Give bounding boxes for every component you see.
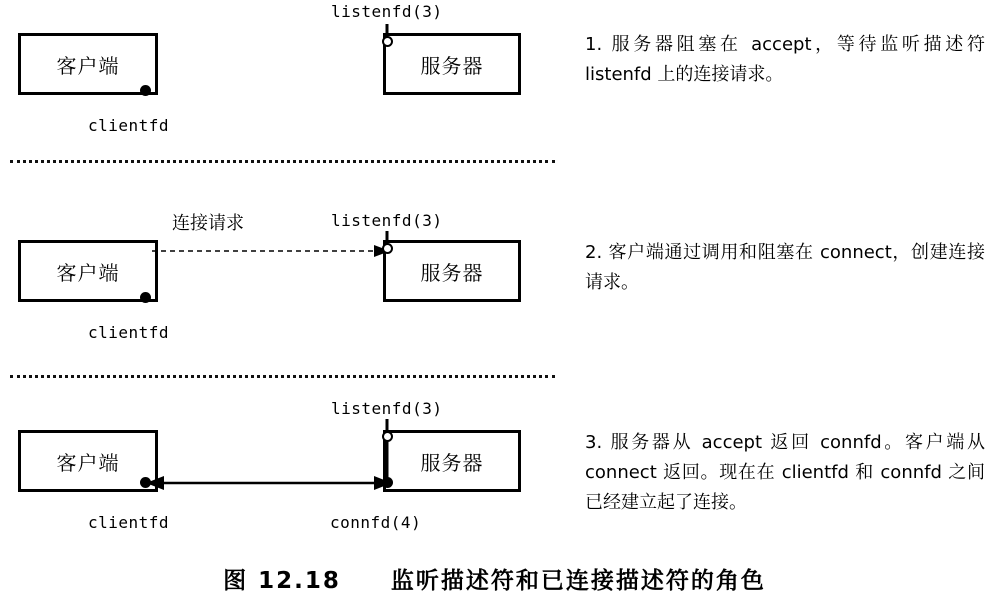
server-box-2 xyxy=(383,240,521,302)
client-box-label-3: 客户端 xyxy=(56,450,120,475)
server-box-3 xyxy=(383,430,521,492)
figure-caption xyxy=(0,562,989,595)
server-box-label-3: 服务器 xyxy=(420,450,484,475)
connfd-endpoint-dot-3 xyxy=(382,477,393,488)
listenfd-endpoint-circle-2 xyxy=(382,243,393,254)
client-box-1 xyxy=(18,33,158,95)
clientfd-label-1: clientfd xyxy=(88,116,170,135)
figure-caption-text: 监听描述符和已连接描述符的角色 xyxy=(390,568,766,594)
client-box-label-1: 客户端 xyxy=(56,53,120,78)
note-step-2: 2. 客户端通过调用和阻塞在 connect，创建连接请求。 xyxy=(585,242,985,293)
client-box-2 xyxy=(18,240,158,302)
clientfd-endpoint-dot-3 xyxy=(140,477,151,488)
note-step-1: 1. 服务器阻塞在 accept，等待监听描述符 listenfd 上的连接请求。 xyxy=(585,34,985,85)
listenfd-endpoint-circle-1 xyxy=(382,36,393,47)
panel-separator-1 xyxy=(10,160,555,163)
figure-caption-number: 图 12.18 xyxy=(223,568,341,594)
server-box-label-1: 服务器 xyxy=(420,53,484,78)
clientfd-label-3: clientfd xyxy=(88,513,170,532)
listenfd-endpoint-circle-3 xyxy=(382,431,393,442)
clientfd-endpoint-dot-1 xyxy=(140,85,151,96)
connfd-label-3: connfd(4) xyxy=(330,513,422,532)
listenfd-label-1: listenfd(3) xyxy=(331,2,443,21)
clientfd-label-2: clientfd xyxy=(88,323,170,342)
client-box-3 xyxy=(18,430,158,492)
listenfd-label-2: listenfd(3) xyxy=(331,211,443,230)
client-box-label-2: 客户端 xyxy=(56,260,120,285)
server-box-label-2: 服务器 xyxy=(420,260,484,285)
note-step-3: 3. 服务器从 accept 返回 connfd。客户端从 connect 返回。现在在 clientfd 和 connfd 之间已经建立起了连接。 xyxy=(585,432,985,513)
panel-separator-2 xyxy=(10,375,555,378)
server-box-1 xyxy=(383,33,521,95)
clientfd-endpoint-dot-2 xyxy=(140,292,151,303)
listenfd-label-3: listenfd(3) xyxy=(331,399,443,418)
connection-request-label-2: 连接请求 xyxy=(172,213,244,234)
